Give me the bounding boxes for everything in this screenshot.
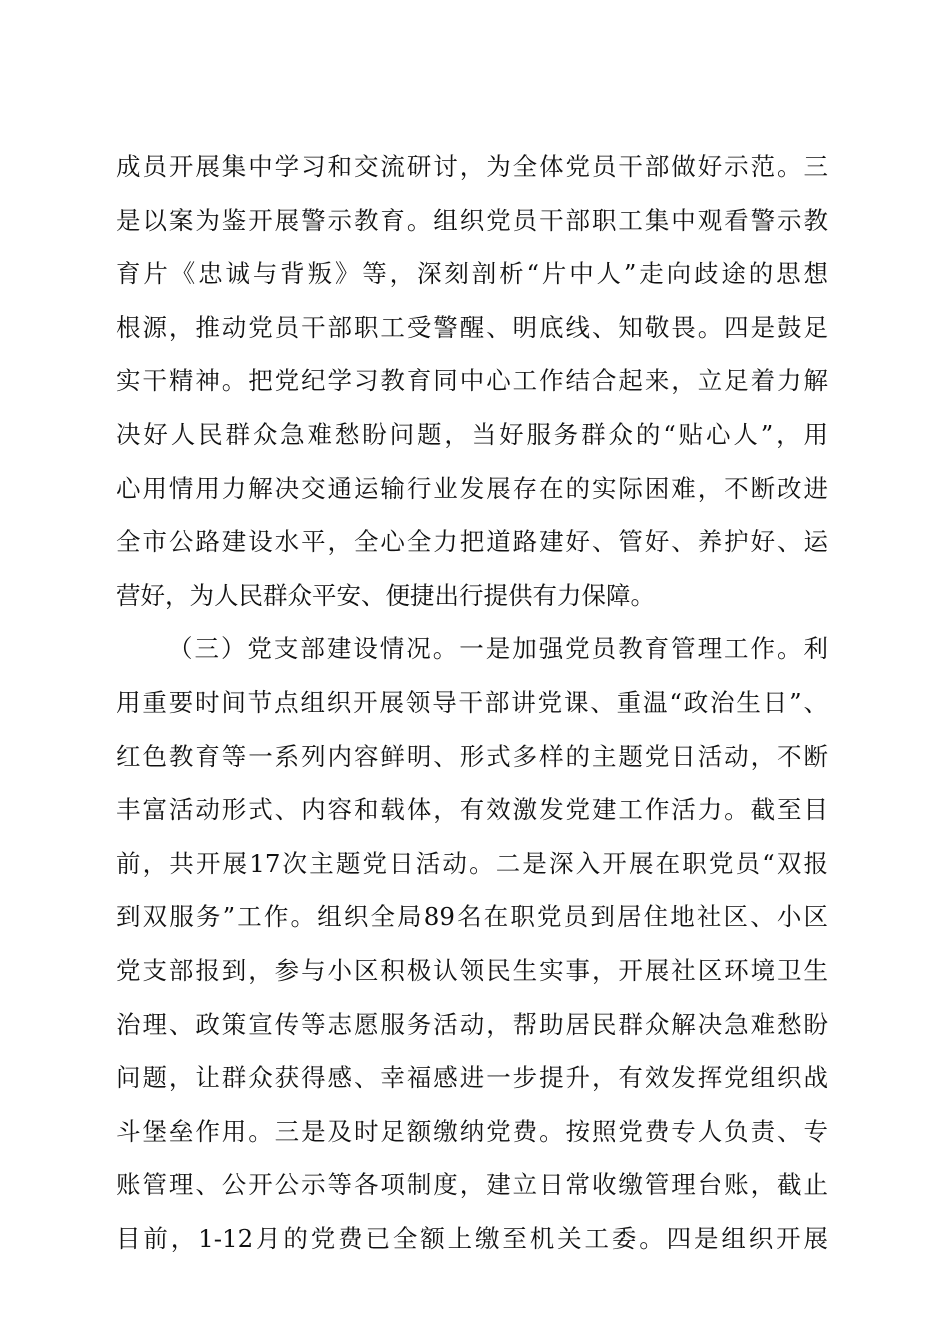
text-line: 全市公路建设水平，全心全力把道路建好、管好、养护好、运 <box>116 527 828 557</box>
text-line: 目前，1-12月的党费已全额上缴至机关工委。四是组织开展 <box>116 1223 828 1253</box>
text-line: 用重要时间节点组织开展领导干部讲党课、重温“政治生日”、 <box>116 687 828 717</box>
text-line: 治理、政策宣传等志愿服务活动，帮助居民群众解决急难愁盼 <box>116 1009 828 1039</box>
text-line: 到双服务”工作。组织全局89名在职党员到居住地社区、小区 <box>116 902 828 932</box>
text-line: 问题，让群众获得感、幸福感进一步提升，有效发挥党组织战 <box>116 1063 828 1093</box>
text-line: 前，共开展17次主题党日活动。二是深入开展在职党员“双报 <box>116 848 828 878</box>
text-line: 实干精神。把党纪学习教育同中心工作结合起来，立足着力解 <box>116 366 828 396</box>
text-line: 账管理、公开公示等各项制度，建立日常收缴管理台账，截止 <box>116 1170 828 1200</box>
text-line: 成员开展集中学习和交流研讨，为全体党员干部做好示范。三 <box>116 152 828 181</box>
text-line: 是以案为鉴开展警示教育。组织党员干部职工集中观看警示教 <box>116 205 828 235</box>
section-heading-line: （三）党支部建设情况。一是加强党员教育管理工作。利 <box>168 634 828 664</box>
text-line: 育片《忠诚与背叛》等，深刻剖析“片中人”走向歧途的思想 <box>116 259 828 289</box>
text-line: 心用情用力解决交通运输行业发展存在的实际困难，不断改进 <box>116 473 828 503</box>
text-line: 党支部报到，参与小区积极认领民生实事，开展社区环境卫生 <box>116 955 828 985</box>
text-line: 决好人民群众急难愁盼问题，当好服务群众的“贴心人”，用 <box>116 419 828 449</box>
paragraph-end-line: 营好，为人民群众平安、便捷出行提供有力保障。 <box>116 580 655 610</box>
text-line: 斗堡垒作用。三是及时足额缴纳党费。按照党费专人负责、专 <box>116 1116 828 1146</box>
body-text <box>116 140 828 1265</box>
text-line: 丰富活动形式、内容和载体，有效激发党建工作活力。截至目 <box>116 795 828 825</box>
text-line: 根源，推动党员干部职工受警醒、明底线、知敬畏。四是鼓足 <box>116 312 828 342</box>
text-line: 红色教育等一系列内容鲜明、形式多样的主题党日活动，不断 <box>116 741 828 771</box>
